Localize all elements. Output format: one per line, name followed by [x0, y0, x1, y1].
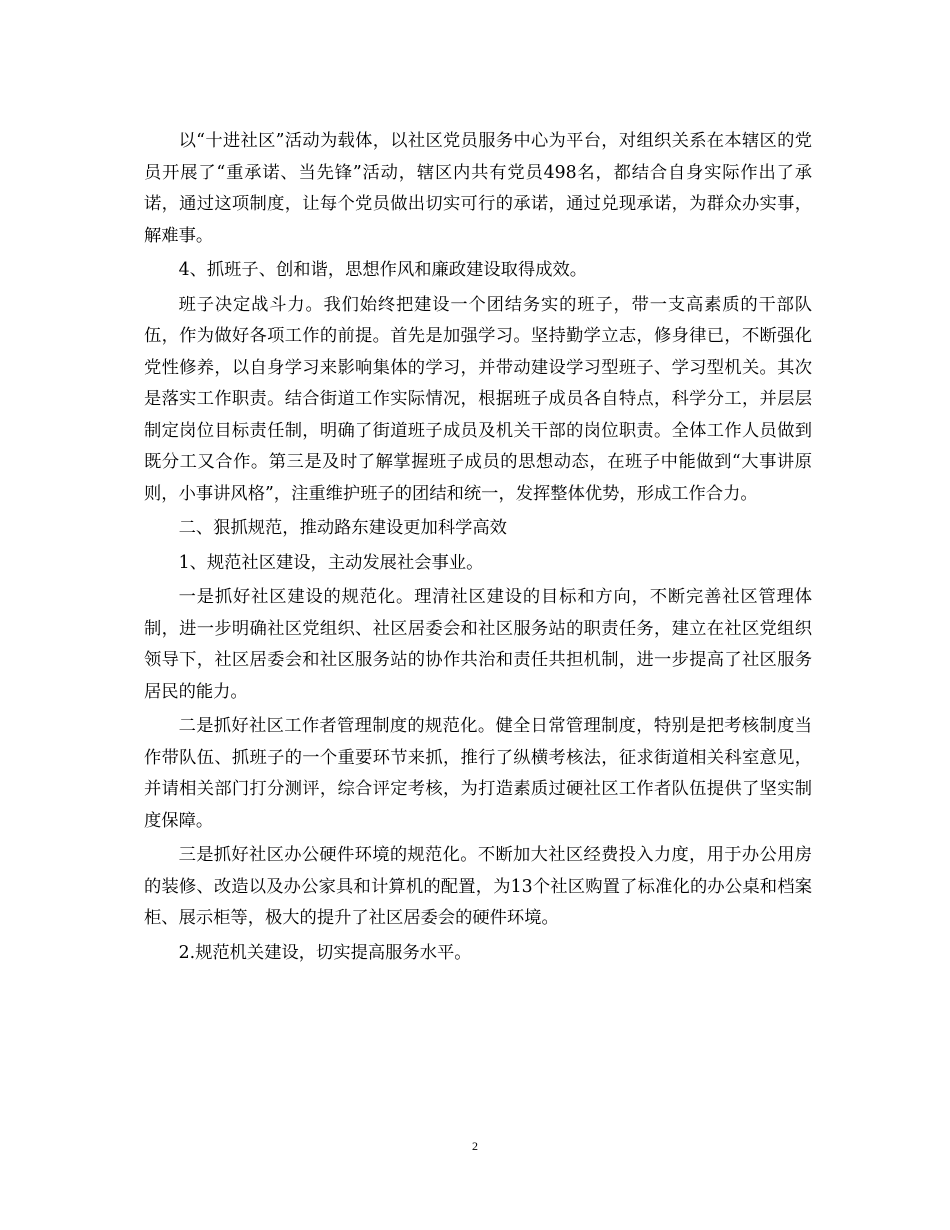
heading-leadership-team: 4、抓班子、创和谐，思想作风和廉政建设取得成效。: [178, 260, 588, 280]
page-number: 2: [472, 1139, 478, 1153]
heading-community-construction: 1、规范社区建设，主动发展社会事业。: [178, 552, 484, 573]
paragraph-team-building: 班子决定战斗力。我们始终把建设一个团结务实的班子，带一支高素质的干部队伍，作为做好各项工作的前提。首先是加强学习。坚持勤学立志，修身律已，不断强化党性修养，以自身学习来影响集体的学习，并带动建设学习型班子、学习型机关。其次是落实工作职责。结合街道工作实际情况，根据班子成员各自特点，科学分工，并层层制定岗位目标责任制，明确了街道班子成员及机关干部的岗位职责。全体工作人员做到既分工又合作。第三是及时了解掌握班子成员的思想动态，在班子中能做到“大事讲原则，小事讲风格”，注重维护班子的团结和统一，发挥整体优势，形成工作合力。: [144, 294, 812, 504]
heading-agency-construction: 2.规范机关建设，切实提高服务水平。: [178, 942, 472, 963]
document-body: [144, 126, 812, 972]
heading-section-two: 二、狠抓规范，推动路东建设更加科学高效: [178, 518, 507, 538]
paragraph-worker-management: 二是抓好社区工作者管理制度的规范化。健全日常管理制度，特别是把考核制度当作带队伍、抓班子的一个重要环节来抓，推行了纵横考核法，征求街道相关科室意见，并请相关部门打分测评，综合评定考核，为打造素质过硬社区工作者队伍提供了坚实制度保障。: [144, 716, 812, 831]
paragraph-community-standardization: 一是抓好社区建设的规范化。理清社区建设的目标和方向，不断完善社区管理体制，进一步明确社区党组织、社区居委会和社区服务站的职责任务，建立在社区党组织领导下，社区居委会和社区服务站的协作共治和责任共担机制，进一步提高了社区服务居民的能力。: [144, 587, 812, 702]
paragraph-party-member-commitment: 以“十进社区”活动为载体，以社区党员服务中心为平台，对组织关系在本辖区的党员开展了“重承诺、当先锋”活动，辖区内共有党员498名，都结合自身实际作出了承诺，通过这项制度，让每个党员做出切实可行的承诺，通过兑现承诺，为群众办实事，解难事。: [144, 131, 812, 246]
paragraph-office-environment: 三是抓好社区办公硬件环境的规范化。不断加大社区经费投入力度，用于办公用房的装修、改造以及办公家具和计算机的配置，为13个社区购置了标准化的办公桌和档案柜、展示柜等，极大的提升了社区居委会的硬件环境。: [144, 845, 812, 928]
